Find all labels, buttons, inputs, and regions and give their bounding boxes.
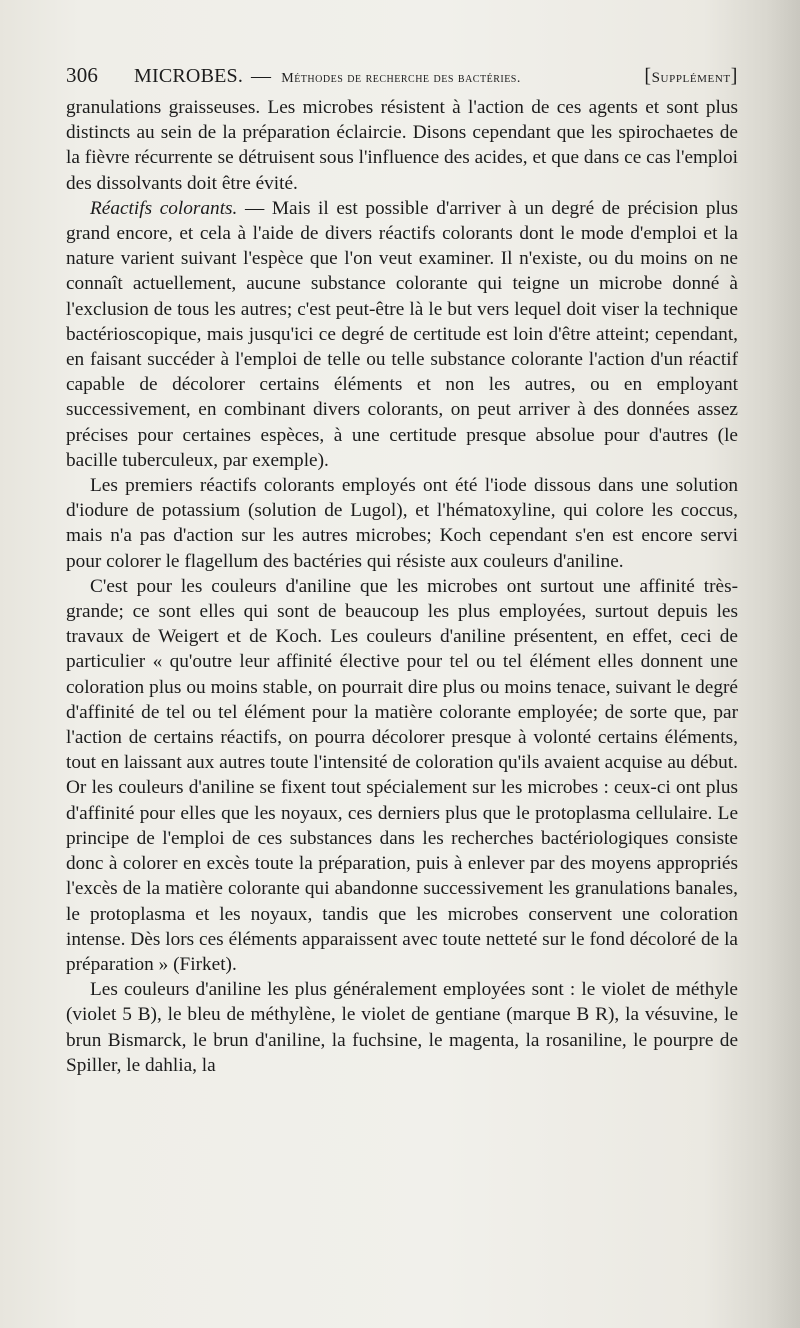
paragraph-text: — Mais il est possible d'arriver à un degré de précision plus grand encore, et cela à l'aide de divers réactifs colorants dont le mode d'emploi et la nature varient suivant l'espèce que l'on veut examiner. Il n'existe, ou du moins on ne connaît actuellement, aucune substance colorante qui teigne un microbe donné à l'exclusion de tous les autres; c'est peut-être là le but vers lequel doit viser la technique bactérioscopique, mais jusqu'ici ce degré de certitude est loin d'être atteint; cependant, en faisant succéder à l'emploi de telle ou telle substance colorante l'action d'un réactif capable de décolorer certains éléments et non les autres, ou en employant successivement, en combinant divers colorants, on peut arriver à des données assez précises pour certaines espèces, à une certitude presque absolue pour d'autres (le bacille tuberculeux, par exemple). [66, 197, 739, 471]
paragraph-text: Les couleurs d'aniline les plus généralement employées sont : le violet de méthyle (violet 5 B), le bleu de méthylène, le violet de gentiane (marque B R), la vésuvine, le brun Bismarck, le brun d'aniline, la fuchsine, le magenta, la rosaniline, le pourpre de Spiller, le dahlia, la [66, 979, 738, 1076]
running-head-dash: — [251, 65, 272, 87]
paragraph-text: C'est pour les couleurs d'aniline que les microbes ont surtout une affinité très-grande; ce sont elles qui sont de beaucoup les plus employées, surtout depuis les travaux de Weigert et de Koch. Les couleurs d'aniline présentent, en effet, ceci de particulier « qu'outre leur affinité élective pour tel ou tel élément elles donnent une coloration plus ou moins stable, on pourrait dire plus ou moins tenace, suivant le degré d'affinité de tel ou tel élément pour la matière colorante employée; de sorte que, par l'action de certains réactifs, on pourra décolorer presque à volonté certains éléments, tout en laissant aux autres toute l'intensité de coloration qu'ils avaient acquise au début. Or les couleurs d'aniline se fixent tout spécialement sur les microbes : ceux-ci ont plus d'affinité pour elles que les noyaux, ces derniers plus que le protoplasma cellulaire. Le principe de l'emploi de ces substances dans les recherches bactériologiques consiste donc à colorer en excès toute la préparation, puis à enlever par des moyens appropriés l'excès de la matière colorante qui abandonne successivement les granulations banales, le protoplasma et les noyaux, tandis que les microbes conservent une coloration intense. Dès lors ces éléments apparaissent avec toute netteté sur le fond décoloré de la préparation » (Firket). [66, 575, 738, 975]
paragraph-premiers-reactifs [66, 473, 738, 574]
running-head-section: [ Supplément ] [644, 61, 738, 93]
paragraph-text: Les premiers réactifs colorants employés ont été l'iode dissous dans une solution d'iodure de potassium (solution de Lugol), et l'hématoxyline, qui colore les coccus, mais n'a pas d'action sur les autres microbes; Koch cependant s'en est encore servi pour colorer le flagellum des bactéries qui résiste aux couleurs d'aniline. [66, 475, 738, 572]
paragraph-text: granulations graisseuses. Les microbes résistent à l'action de ces agents et sont plus distincts au sein de la préparation éclaircie. Disons cependant que les spirochaetes de la fièvre récurrente se détruisent sous l'influence des acides, et que dans ce cas l'emploi des dissolvants doit être évité. [66, 97, 738, 194]
paragraph-reactifs-colorants [66, 196, 738, 473]
page-number: 306 [66, 63, 99, 87]
paragraph-couleurs-aniline [66, 574, 738, 977]
running-head-subtitle: Méthodes de recherche des bactéries. [281, 71, 521, 86]
running-head-title: MICROBES. [134, 65, 244, 87]
book-page [66, 60, 738, 1078]
section-subheading: Réactifs colorants. [90, 197, 238, 219]
paragraph-liste-couleurs [66, 977, 738, 1078]
paragraph-continued [66, 95, 738, 196]
body-text [66, 95, 738, 1078]
running-head [66, 60, 738, 90]
